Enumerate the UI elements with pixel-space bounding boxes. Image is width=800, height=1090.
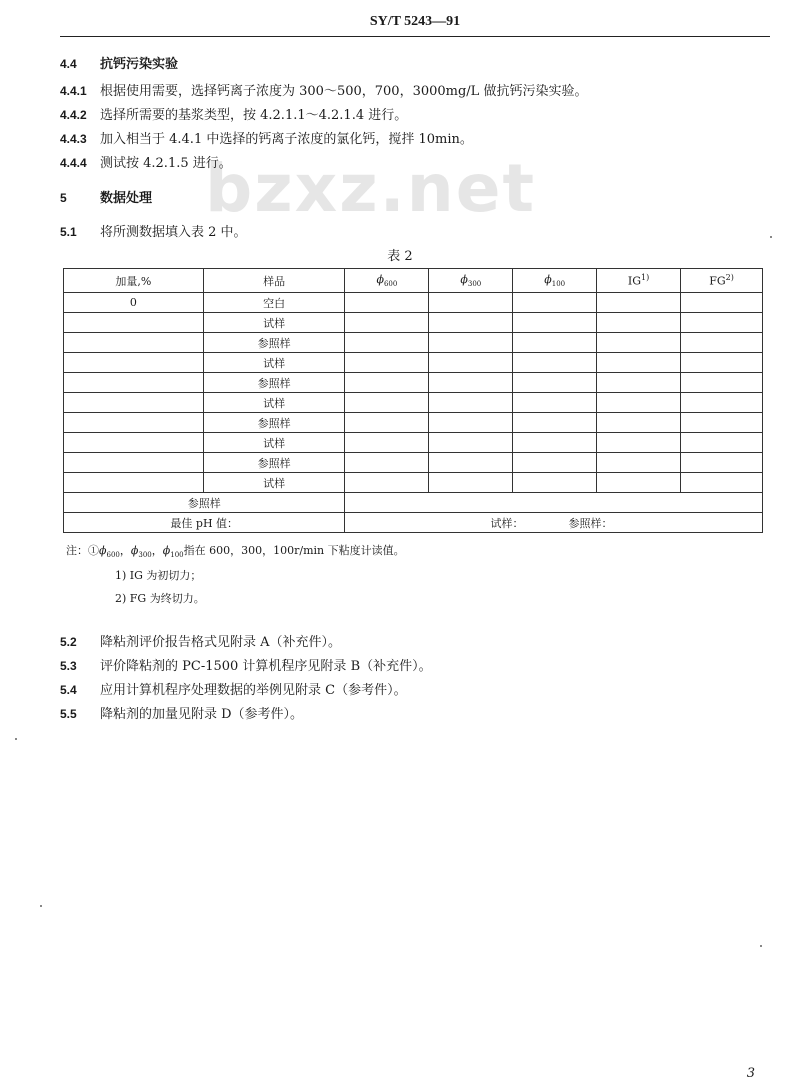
table-row-reference bbox=[64, 493, 763, 513]
clause-number: 5.3 bbox=[60, 659, 77, 673]
scan-speck bbox=[760, 945, 762, 947]
sample-cell: 试样 bbox=[203, 393, 345, 413]
table-caption: 表 2 bbox=[387, 249, 413, 264]
sample-cell: 试样 bbox=[203, 433, 345, 453]
table-note-3: 2) FG 为终切力。 bbox=[115, 592, 205, 605]
table-row-best-ph bbox=[64, 513, 763, 533]
clause-text: 加入相当于 4.4.1 中选择的钙离子浓度的氯化钙，搅拌 10min。 bbox=[100, 132, 473, 147]
best-ph-label: 最佳 pH 值： bbox=[64, 513, 345, 533]
clause-5-2 bbox=[60, 631, 341, 650]
clause-text: 降粘剂评价报告格式见附录 A（补充件）。 bbox=[100, 635, 342, 650]
clause-text: 应用计算机程序处理数据的举例见附录 C（参考件）。 bbox=[100, 683, 407, 698]
clause-text: 根据使用需要，选择钙离子浓度为 300～500，700，3000mg/L 做抗钙污染实验。 bbox=[100, 84, 588, 99]
clause-5-4 bbox=[60, 679, 407, 698]
table-row bbox=[64, 433, 763, 453]
table-note-2: 1) IG 为初切力； bbox=[115, 569, 202, 582]
page-number: 3 bbox=[746, 1066, 755, 1081]
clause-4-4-4 bbox=[60, 152, 232, 171]
sample-cell: 参照样 bbox=[203, 333, 345, 353]
sample-cell: 空白 bbox=[203, 293, 345, 313]
clause-number: 5.5 bbox=[60, 707, 77, 721]
sample-cell: 参照样 bbox=[203, 413, 345, 433]
table-row bbox=[64, 453, 763, 473]
sample-cell: 参照样 bbox=[203, 453, 345, 473]
sample-cell: 试样 bbox=[203, 353, 345, 373]
section-4-4-heading bbox=[60, 53, 178, 72]
table-row bbox=[64, 473, 763, 493]
watermark: bzxz.net bbox=[205, 150, 537, 227]
table-row bbox=[64, 333, 763, 353]
table-row bbox=[64, 393, 763, 413]
section-number: 5 bbox=[60, 191, 67, 205]
clause-5-3 bbox=[60, 655, 432, 674]
clause-number: 4.4.2 bbox=[60, 108, 87, 122]
table-header-row bbox=[64, 269, 763, 293]
clause-text: 评价降粘剂的 PC-1500 计算机程序见附录 B（补充件）。 bbox=[100, 659, 432, 674]
header-sample: 样品 bbox=[203, 269, 345, 293]
clause-4-4-3 bbox=[60, 128, 473, 147]
clause-number: 5.2 bbox=[60, 635, 77, 649]
clause-number: 4.4.1 bbox=[60, 84, 87, 98]
sample-cell: 试样 bbox=[203, 473, 345, 493]
clause-number: 4.4.4 bbox=[60, 156, 87, 170]
clause-4-4-1 bbox=[60, 80, 587, 99]
header-ig: IG$^{1)}$ bbox=[597, 269, 681, 293]
header-dose: 加量,% bbox=[64, 269, 204, 293]
header-phi600: $\phi_{600}$ bbox=[345, 269, 429, 293]
best-ph-sample: 试样： bbox=[490, 516, 524, 530]
clause-text: 将所测数据填入表 2 中。 bbox=[100, 225, 247, 240]
best-ph-reference: 参照样： bbox=[568, 516, 613, 530]
clause-text: 选择所需要的基浆类型，按 4.2.1.1～4.2.1.4 进行。 bbox=[100, 108, 408, 123]
best-ph-values bbox=[345, 513, 763, 533]
reference-cell: 参照样 bbox=[64, 493, 345, 513]
data-table bbox=[63, 268, 763, 533]
table-row bbox=[64, 353, 763, 373]
table-row bbox=[64, 373, 763, 393]
scan-speck bbox=[770, 236, 772, 238]
section-title: 抗钙污染实验 bbox=[100, 57, 179, 72]
table-row bbox=[64, 413, 763, 433]
clause-4-4-2 bbox=[60, 104, 407, 123]
section-title: 数据处理 bbox=[100, 191, 153, 206]
running-header bbox=[60, 10, 770, 37]
clause-text: 降粘剂的加量见附录 D（参考件）。 bbox=[100, 707, 304, 722]
clause-number: 5.1 bbox=[60, 225, 77, 239]
section-number: 4.4 bbox=[60, 57, 77, 71]
dose-cell: 0 bbox=[64, 293, 204, 313]
scan-speck bbox=[15, 738, 17, 740]
sample-cell: 试样 bbox=[203, 313, 345, 333]
clause-number: 5.4 bbox=[60, 683, 77, 697]
table-row bbox=[64, 293, 763, 313]
header-phi100: $\phi_{100}$ bbox=[513, 269, 597, 293]
table-row bbox=[64, 313, 763, 333]
header-fg: FG$^{2)}$ bbox=[681, 269, 763, 293]
clause-text: 测试按 4.2.1.5 进行。 bbox=[100, 156, 232, 171]
table-note-1: 注：$①\phi_{600}$，$\phi_{300}$，$\phi_{100}$指在 600，300，100r/min 下粘度计读值。 bbox=[66, 544, 405, 560]
doc-code: SY/T 5243—91 bbox=[369, 14, 461, 29]
clause-5-5 bbox=[60, 703, 303, 722]
sample-cell: 参照样 bbox=[203, 373, 345, 393]
clause-number: 4.4.3 bbox=[60, 132, 87, 146]
clause-5-1 bbox=[60, 221, 247, 240]
scan-speck bbox=[40, 905, 42, 907]
section-5-heading bbox=[60, 187, 152, 206]
header-phi300: $\phi_{300}$ bbox=[429, 269, 513, 293]
